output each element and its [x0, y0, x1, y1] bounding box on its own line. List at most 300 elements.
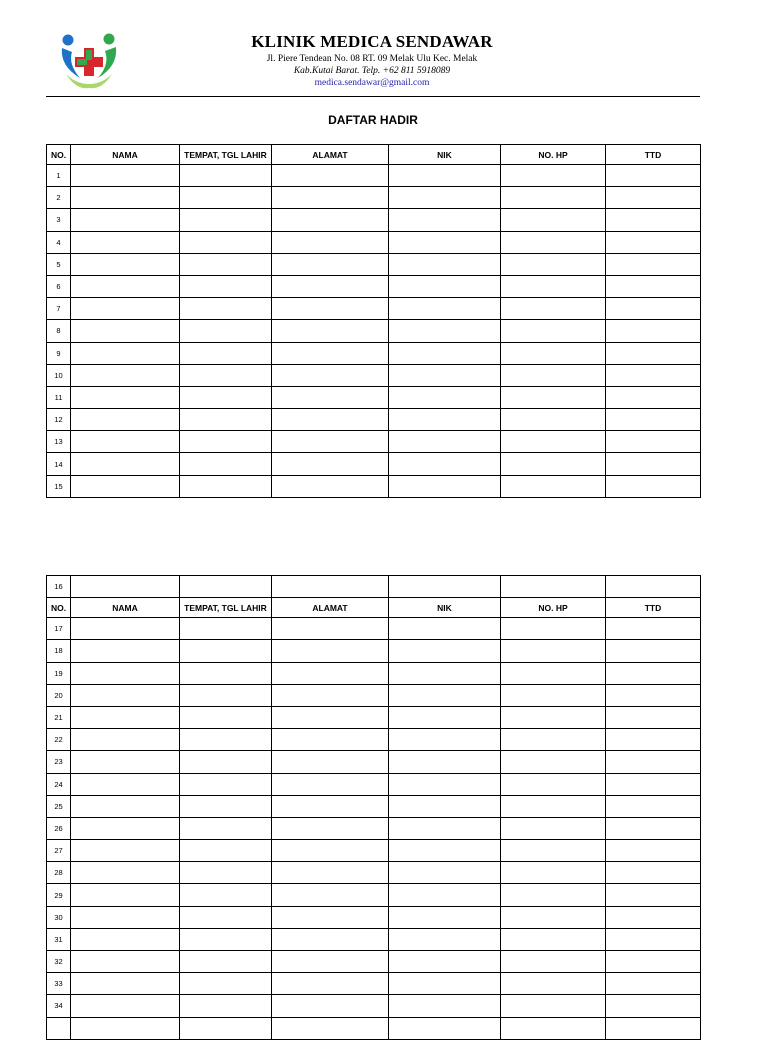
table-row	[47, 1017, 701, 1039]
cell-nama[interactable]	[71, 386, 180, 408]
table-row	[47, 928, 701, 950]
table-row	[47, 706, 701, 728]
cell-nik[interactable]	[389, 431, 501, 453]
cell-alamat[interactable]	[272, 706, 389, 728]
cell-ttd[interactable]	[606, 342, 701, 364]
cell-alamat[interactable]	[272, 475, 389, 497]
col-header-alamat: ALAMAT	[272, 598, 389, 618]
cell-tempat-tgl-lahir[interactable]	[180, 576, 272, 598]
cell-no-hp[interactable]	[501, 209, 606, 231]
cell-tempat-tgl-lahir[interactable]	[180, 973, 272, 995]
row-number: 32	[47, 951, 71, 973]
table-row	[47, 640, 701, 662]
cell-ttd[interactable]	[606, 684, 701, 706]
cell-nik[interactable]	[389, 973, 501, 995]
cell-nik[interactable]	[389, 795, 501, 817]
row-number: 15	[47, 475, 71, 497]
table-row	[47, 995, 701, 1017]
table-header-row	[47, 145, 701, 165]
cell-ttd[interactable]	[606, 862, 701, 884]
cell-tempat-tgl-lahir[interactable]	[180, 165, 272, 187]
col-header-ttd: TTD	[606, 598, 701, 618]
col-header-nik: NIK	[389, 145, 501, 165]
cell-alamat[interactable]	[272, 906, 389, 928]
clinic-email[interactable]: medica.sendawar@gmail.com	[314, 78, 430, 88]
cell-tempat-tgl-lahir[interactable]	[180, 995, 272, 1017]
cell-ttd[interactable]	[606, 706, 701, 728]
row-number: 34	[47, 995, 71, 1017]
cell-no-hp[interactable]	[501, 795, 606, 817]
cell-nik[interactable]	[389, 840, 501, 862]
cell-tempat-tgl-lahir[interactable]	[180, 209, 272, 231]
cell-tempat-tgl-lahir[interactable]	[180, 906, 272, 928]
cell-alamat[interactable]	[272, 817, 389, 839]
cell-nik[interactable]	[389, 475, 501, 497]
col-header-tempat-tgl-lahir: TEMPAT, TGL LAHIR	[180, 598, 272, 618]
cell-no-hp[interactable]	[501, 342, 606, 364]
cell-no-hp[interactable]	[501, 475, 606, 497]
cell-no-hp[interactable]	[501, 187, 606, 209]
cell-no-hp[interactable]	[501, 231, 606, 253]
cell-alamat[interactable]	[272, 684, 389, 706]
cell-ttd[interactable]	[606, 386, 701, 408]
cell-ttd[interactable]	[606, 576, 701, 598]
row-number: 23	[47, 751, 71, 773]
cell-nama[interactable]	[71, 1017, 180, 1039]
cell-no-hp[interactable]	[501, 773, 606, 795]
cell-nik[interactable]	[389, 298, 501, 320]
table-row	[47, 576, 701, 598]
cell-alamat[interactable]	[272, 386, 389, 408]
cell-nik[interactable]	[389, 751, 501, 773]
cell-no-hp[interactable]	[501, 298, 606, 320]
cell-nik[interactable]	[389, 165, 501, 187]
row-number: 28	[47, 862, 71, 884]
cell-alamat[interactable]	[272, 862, 389, 884]
cell-nama[interactable]	[71, 253, 180, 275]
cell-nik[interactable]	[389, 187, 501, 209]
cell-nama[interactable]	[71, 973, 180, 995]
cell-no-hp[interactable]	[501, 729, 606, 751]
cell-nik[interactable]	[389, 729, 501, 751]
table-row	[47, 973, 701, 995]
row-number: 16	[47, 576, 71, 598]
cell-no-hp[interactable]	[501, 364, 606, 386]
row-number: 30	[47, 906, 71, 928]
cell-nik[interactable]	[389, 209, 501, 231]
cell-nama[interactable]	[71, 576, 180, 598]
cell-alamat[interactable]	[272, 618, 389, 640]
cell-alamat[interactable]	[272, 840, 389, 862]
cell-nama[interactable]	[71, 640, 180, 662]
table-row	[47, 231, 701, 253]
cell-tempat-tgl-lahir[interactable]	[180, 231, 272, 253]
cell-alamat[interactable]	[272, 973, 389, 995]
cell-no-hp[interactable]	[501, 973, 606, 995]
cell-nik[interactable]	[389, 618, 501, 640]
row-number: 31	[47, 928, 71, 950]
row-number: 19	[47, 662, 71, 684]
cell-alamat[interactable]	[272, 995, 389, 1017]
table-row	[47, 862, 701, 884]
table-row	[47, 751, 701, 773]
cell-tempat-tgl-lahir[interactable]	[180, 409, 272, 431]
row-number: 2	[47, 187, 71, 209]
cell-nama[interactable]	[71, 928, 180, 950]
row-number: 1	[47, 165, 71, 187]
col-header-tempat-tgl-lahir: TEMPAT, TGL LAHIR	[180, 145, 272, 165]
cell-tempat-tgl-lahir[interactable]	[180, 884, 272, 906]
cell-no-hp[interactable]	[501, 751, 606, 773]
table-row	[47, 817, 701, 839]
cell-nama[interactable]	[71, 165, 180, 187]
cell-tempat-tgl-lahir[interactable]	[180, 298, 272, 320]
cell-no-hp[interactable]	[501, 906, 606, 928]
cell-nama[interactable]	[71, 684, 180, 706]
cell-nama[interactable]	[71, 431, 180, 453]
cell-nama[interactable]	[71, 475, 180, 497]
table-header-row	[47, 598, 701, 618]
cell-alamat[interactable]	[272, 751, 389, 773]
cell-no-hp[interactable]	[501, 662, 606, 684]
row-number: 22	[47, 729, 71, 751]
attendance-table-page2	[46, 575, 701, 1040]
table-row	[47, 187, 701, 209]
cell-nik[interactable]	[389, 364, 501, 386]
cell-nama[interactable]	[71, 662, 180, 684]
cell-no-hp[interactable]	[501, 618, 606, 640]
row-number: 18	[47, 640, 71, 662]
table-row	[47, 729, 701, 751]
clinic-address-line1: Jl. Piere Tendean No. 08 RT. 09 Melak Ulu Kec. Melak	[266, 54, 478, 64]
row-number: 21	[47, 706, 71, 728]
cell-ttd[interactable]	[606, 1017, 701, 1039]
cell-nik[interactable]	[389, 951, 501, 973]
cell-ttd[interactable]	[606, 209, 701, 231]
table-row	[47, 342, 701, 364]
cell-nama[interactable]	[71, 364, 180, 386]
cell-nama[interactable]	[71, 729, 180, 751]
cell-nama[interactable]	[71, 409, 180, 431]
cell-alamat[interactable]	[272, 231, 389, 253]
cell-tempat-tgl-lahir[interactable]	[180, 795, 272, 817]
cell-nik[interactable]	[389, 684, 501, 706]
cell-nama[interactable]	[71, 453, 180, 475]
cell-tempat-tgl-lahir[interactable]	[180, 729, 272, 751]
cell-alamat[interactable]	[272, 453, 389, 475]
cell-nama[interactable]	[71, 187, 180, 209]
cell-ttd[interactable]	[606, 884, 701, 906]
table-row	[47, 906, 701, 928]
cell-nik[interactable]	[389, 995, 501, 1017]
col-header-no: NO.	[47, 598, 71, 618]
cell-no-hp[interactable]	[501, 453, 606, 475]
cell-nik[interactable]	[389, 320, 501, 342]
cell-nik[interactable]	[389, 928, 501, 950]
cell-no-hp[interactable]	[501, 386, 606, 408]
cell-no-hp[interactable]	[501, 817, 606, 839]
cell-tempat-tgl-lahir[interactable]	[180, 453, 272, 475]
cell-ttd[interactable]	[606, 840, 701, 862]
cell-tempat-tgl-lahir[interactable]	[180, 386, 272, 408]
cell-alamat[interactable]	[272, 951, 389, 973]
table-row	[47, 951, 701, 973]
cell-ttd[interactable]	[606, 364, 701, 386]
cell-ttd[interactable]	[606, 928, 701, 950]
cell-ttd[interactable]	[606, 973, 701, 995]
col-header-no-hp: NO. HP	[501, 145, 606, 165]
table-row	[47, 298, 701, 320]
cell-alamat[interactable]	[272, 298, 389, 320]
col-header-no-hp: NO. HP	[501, 598, 606, 618]
cell-nama[interactable]	[71, 231, 180, 253]
cell-ttd[interactable]	[606, 253, 701, 275]
cell-nama[interactable]	[71, 884, 180, 906]
cell-alamat[interactable]	[272, 1017, 389, 1039]
clinic-logo-icon	[58, 30, 120, 92]
table-row	[47, 684, 701, 706]
cell-nama[interactable]	[71, 209, 180, 231]
row-number: 10	[47, 364, 71, 386]
cell-ttd[interactable]	[606, 773, 701, 795]
cell-tempat-tgl-lahir[interactable]	[180, 862, 272, 884]
cell-ttd[interactable]	[606, 409, 701, 431]
table-row	[47, 431, 701, 453]
cell-no-hp[interactable]	[501, 431, 606, 453]
cell-ttd[interactable]	[606, 817, 701, 839]
row-number: 17	[47, 618, 71, 640]
cell-nama[interactable]	[71, 298, 180, 320]
cell-tempat-tgl-lahir[interactable]	[180, 640, 272, 662]
cell-tempat-tgl-lahir[interactable]	[180, 320, 272, 342]
cell-ttd[interactable]	[606, 995, 701, 1017]
cell-tempat-tgl-lahir[interactable]	[180, 928, 272, 950]
cell-nik[interactable]	[389, 862, 501, 884]
cell-alamat[interactable]	[272, 928, 389, 950]
table-row	[47, 253, 701, 275]
cell-nama[interactable]	[71, 840, 180, 862]
cell-nama[interactable]	[71, 275, 180, 297]
cell-nama[interactable]	[71, 773, 180, 795]
cell-nik[interactable]	[389, 231, 501, 253]
clinic-name: KLINIK MEDICA SENDAWAR	[251, 32, 493, 51]
cell-no-hp[interactable]	[501, 884, 606, 906]
cell-tempat-tgl-lahir[interactable]	[180, 840, 272, 862]
cell-tempat-tgl-lahir[interactable]	[180, 618, 272, 640]
col-header-nik: NIK	[389, 598, 501, 618]
row-number: 24	[47, 773, 71, 795]
cell-nama[interactable]	[71, 906, 180, 928]
table-row	[47, 795, 701, 817]
cell-alamat[interactable]	[272, 431, 389, 453]
cell-nik[interactable]	[389, 253, 501, 275]
cell-nama[interactable]	[71, 706, 180, 728]
cell-tempat-tgl-lahir[interactable]	[180, 773, 272, 795]
table-row	[47, 386, 701, 408]
row-number: 33	[47, 973, 71, 995]
cell-nama[interactable]	[71, 320, 180, 342]
cell-alamat[interactable]	[272, 576, 389, 598]
cell-alamat[interactable]	[272, 342, 389, 364]
cell-alamat[interactable]	[272, 409, 389, 431]
cell-no-hp[interactable]	[501, 640, 606, 662]
row-number: 13	[47, 431, 71, 453]
cell-nik[interactable]	[389, 906, 501, 928]
cell-no-hp[interactable]	[501, 840, 606, 862]
cell-no-hp[interactable]	[501, 576, 606, 598]
cell-tempat-tgl-lahir[interactable]	[180, 342, 272, 364]
cell-nik[interactable]	[389, 773, 501, 795]
cell-ttd[interactable]	[606, 951, 701, 973]
col-header-no: NO.	[47, 145, 71, 165]
cell-ttd[interactable]	[606, 662, 701, 684]
row-number: 5	[47, 253, 71, 275]
clinic-address-line2: Kab.Kutai Barat. Telp. +62 811 5918089	[293, 66, 451, 76]
cell-nama[interactable]	[71, 995, 180, 1017]
cell-ttd[interactable]	[606, 275, 701, 297]
table-row	[47, 773, 701, 795]
col-header-ttd: TTD	[606, 145, 701, 165]
cell-ttd[interactable]	[606, 320, 701, 342]
cell-nama[interactable]	[71, 795, 180, 817]
cell-nik[interactable]	[389, 386, 501, 408]
table-row	[47, 662, 701, 684]
cell-nama[interactable]	[71, 951, 180, 973]
cell-nik[interactable]	[389, 409, 501, 431]
cell-tempat-tgl-lahir[interactable]	[180, 951, 272, 973]
table-row	[47, 209, 701, 231]
row-number: 27	[47, 840, 71, 862]
row-number: 29	[47, 884, 71, 906]
cell-no-hp[interactable]	[501, 409, 606, 431]
row-number: 12	[47, 409, 71, 431]
cell-alamat[interactable]	[272, 275, 389, 297]
cell-tempat-tgl-lahir[interactable]	[180, 1017, 272, 1039]
cell-alamat[interactable]	[272, 729, 389, 751]
cell-nik[interactable]	[389, 342, 501, 364]
cell-ttd[interactable]	[606, 231, 701, 253]
cell-no-hp[interactable]	[501, 320, 606, 342]
cell-alamat[interactable]	[272, 884, 389, 906]
cell-tempat-tgl-lahir[interactable]	[180, 662, 272, 684]
cell-tempat-tgl-lahir[interactable]	[180, 253, 272, 275]
row-number: 11	[47, 386, 71, 408]
cell-alamat[interactable]	[272, 209, 389, 231]
cell-alamat[interactable]	[272, 253, 389, 275]
cell-nik[interactable]	[389, 662, 501, 684]
row-number: 25	[47, 795, 71, 817]
table-row	[47, 453, 701, 475]
cell-no-hp[interactable]	[501, 1017, 606, 1039]
col-header-nama: NAMA	[71, 598, 180, 618]
table-row	[47, 320, 701, 342]
cell-ttd[interactable]	[606, 729, 701, 751]
cell-no-hp[interactable]	[501, 275, 606, 297]
cell-no-hp[interactable]	[501, 706, 606, 728]
row-number: 3	[47, 209, 71, 231]
cell-no-hp[interactable]	[501, 253, 606, 275]
cell-no-hp[interactable]	[501, 928, 606, 950]
cell-nama[interactable]	[71, 751, 180, 773]
cell-no-hp[interactable]	[501, 684, 606, 706]
cell-no-hp[interactable]	[501, 995, 606, 1017]
cell-tempat-tgl-lahir[interactable]	[180, 706, 272, 728]
cell-ttd[interactable]	[606, 298, 701, 320]
cell-ttd[interactable]	[606, 187, 701, 209]
cell-no-hp[interactable]	[501, 862, 606, 884]
cell-alamat[interactable]	[272, 187, 389, 209]
cell-tempat-tgl-lahir[interactable]	[180, 364, 272, 386]
row-number: 6	[47, 275, 71, 297]
document-title: DAFTAR HADIR	[328, 113, 418, 127]
cell-ttd[interactable]	[606, 453, 701, 475]
row-number: 7	[47, 298, 71, 320]
cell-nama[interactable]	[71, 618, 180, 640]
table-row	[47, 409, 701, 431]
cell-no-hp[interactable]	[501, 165, 606, 187]
table-row	[47, 165, 701, 187]
col-header-alamat: ALAMAT	[272, 145, 389, 165]
cell-nama[interactable]	[71, 342, 180, 364]
cell-tempat-tgl-lahir[interactable]	[180, 684, 272, 706]
header-divider	[46, 96, 700, 97]
row-number	[47, 1017, 71, 1039]
cell-alamat[interactable]	[272, 795, 389, 817]
cell-alamat[interactable]	[272, 364, 389, 386]
cell-nama[interactable]	[71, 817, 180, 839]
col-header-nama: NAMA	[71, 145, 180, 165]
cell-nama[interactable]	[71, 862, 180, 884]
cell-nik[interactable]	[389, 640, 501, 662]
cell-alamat[interactable]	[272, 640, 389, 662]
cell-tempat-tgl-lahir[interactable]	[180, 275, 272, 297]
cell-alamat[interactable]	[272, 320, 389, 342]
row-number: 4	[47, 231, 71, 253]
table-row	[47, 618, 701, 640]
cell-no-hp[interactable]	[501, 951, 606, 973]
cell-tempat-tgl-lahir[interactable]	[180, 187, 272, 209]
cell-tempat-tgl-lahir[interactable]	[180, 431, 272, 453]
table-row	[47, 884, 701, 906]
cell-ttd[interactable]	[606, 906, 701, 928]
cell-nik[interactable]	[389, 275, 501, 297]
row-number: 9	[47, 342, 71, 364]
cell-ttd[interactable]	[606, 640, 701, 662]
cell-nik[interactable]	[389, 576, 501, 598]
cell-nik[interactable]	[389, 817, 501, 839]
cell-nik[interactable]	[389, 884, 501, 906]
cell-tempat-tgl-lahir[interactable]	[180, 751, 272, 773]
cell-alamat[interactable]	[272, 773, 389, 795]
cell-ttd[interactable]	[606, 795, 701, 817]
letterhead	[46, 28, 700, 96]
row-number: 14	[47, 453, 71, 475]
cell-nik[interactable]	[389, 1017, 501, 1039]
table-row	[47, 364, 701, 386]
cell-nik[interactable]	[389, 453, 501, 475]
cell-nik[interactable]	[389, 706, 501, 728]
cell-ttd[interactable]	[606, 618, 701, 640]
cell-tempat-tgl-lahir[interactable]	[180, 817, 272, 839]
cell-tempat-tgl-lahir[interactable]	[180, 475, 272, 497]
row-number: 26	[47, 817, 71, 839]
cell-alamat[interactable]	[272, 662, 389, 684]
cell-ttd[interactable]	[606, 475, 701, 497]
cell-ttd[interactable]	[606, 751, 701, 773]
cell-ttd[interactable]	[606, 165, 701, 187]
cell-alamat[interactable]	[272, 165, 389, 187]
cell-ttd[interactable]	[606, 431, 701, 453]
